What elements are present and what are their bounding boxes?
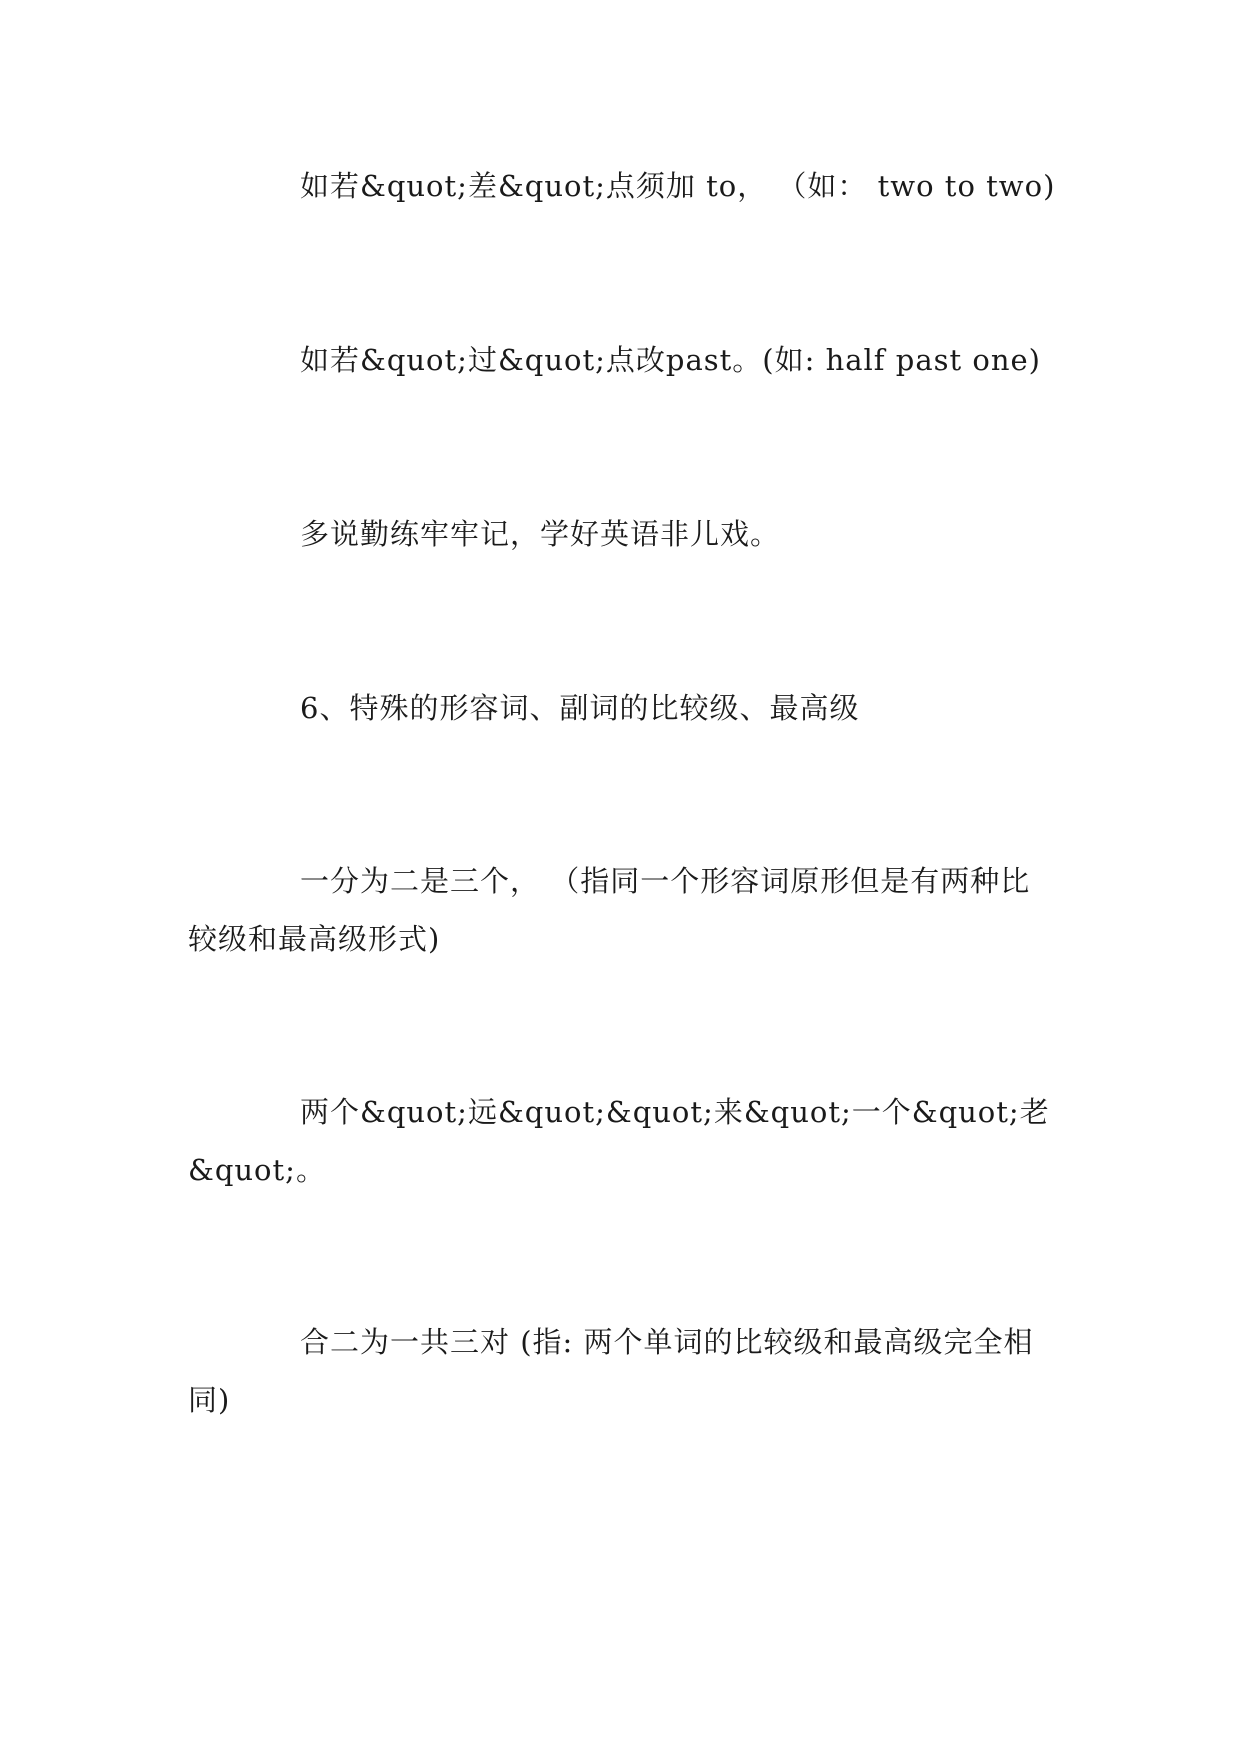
paragraph-one-into-two: 一分为二是三个， （指同一个形容词原形但是有两种比较级和最高级形式): [188, 864, 1031, 956]
paragraph-past-rule: 如若&quot;过&quot;点改past。(如: half past one): [300, 343, 1041, 377]
section-heading-comparatives: 6、特殊的形容词、副词的比较级、最高级: [300, 691, 860, 725]
paragraph-practice-rhyme: 多说勤练牢牢记，学好英语非儿戏。: [300, 517, 781, 551]
paragraph-two-into-one: 合二为一共三对 (指: 两个单词的比较级和最高级完全相同): [188, 1325, 1034, 1417]
paragraph-far-old: 两个&quot;远&quot;&quot;来&quot;一个&quot;老&quot;。: [188, 1095, 1050, 1187]
paragraph-past-to-rule: 如若&quot;差&quot;点须加 to， （如： two to two): [300, 169, 1056, 203]
